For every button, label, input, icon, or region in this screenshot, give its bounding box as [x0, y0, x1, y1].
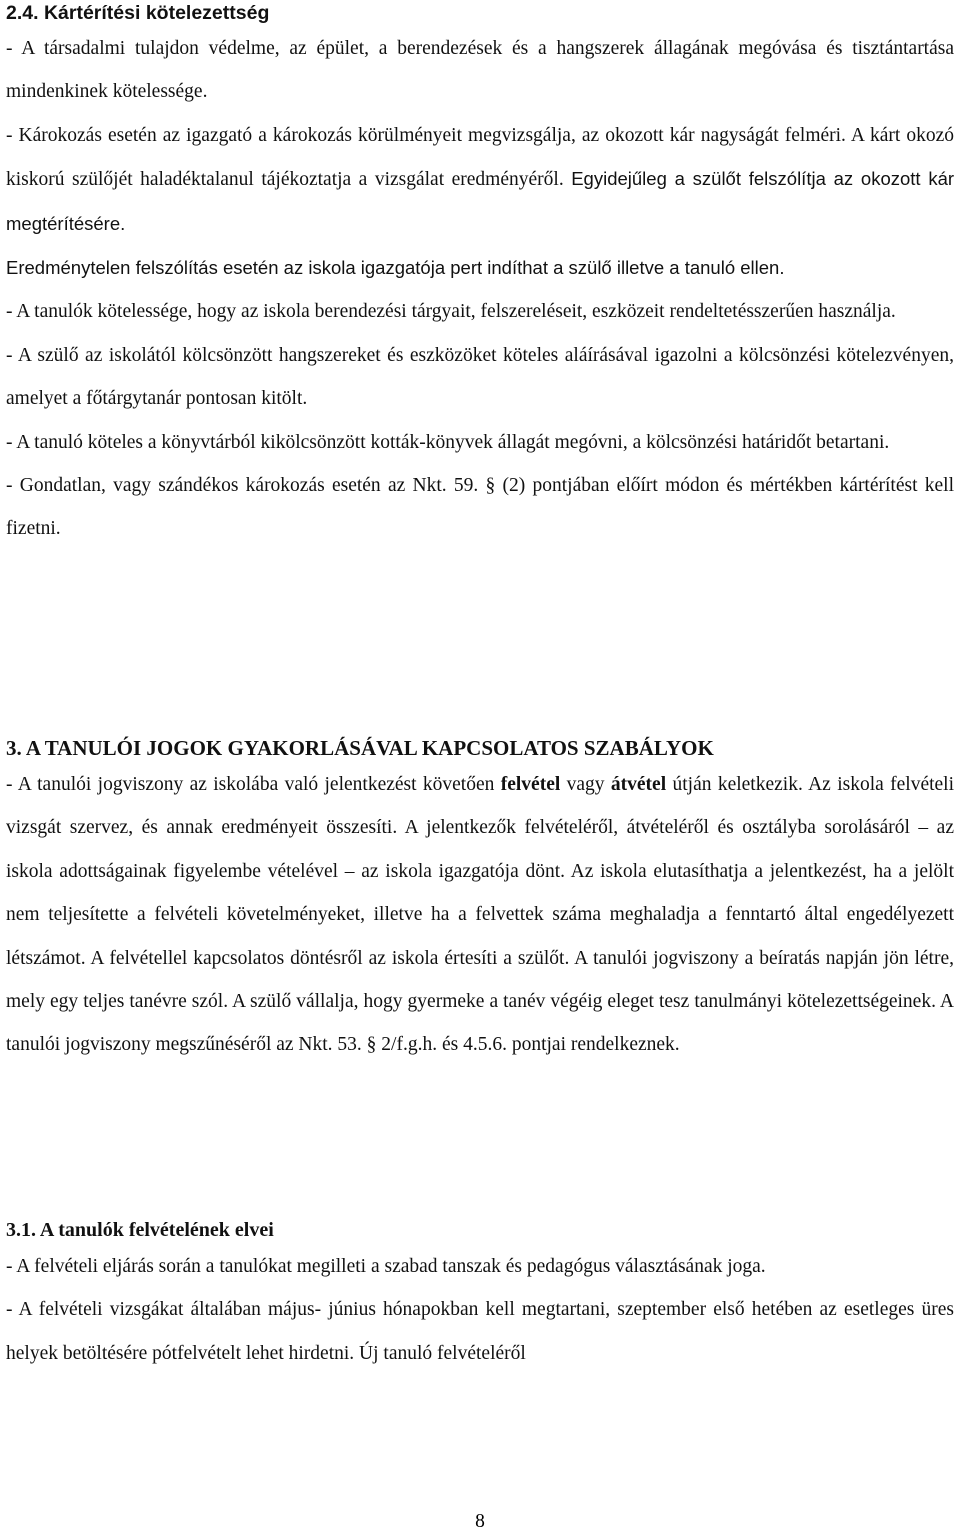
paragraph-text: vagy — [560, 774, 611, 795]
paragraph: - A szülő az iskolától kölcsönzött hangszereket és eszközöket köteles aláírásával igazolni a kölcsönzési kötelezvényen, amelyet a főtárgytanár pontosan kitölt. — [6, 344, 954, 410]
paragraph: - Gondatlan, vagy szándékos károkozás esetén az Nkt. 59. § (2) pontjában előírt módon és mértékben kártérítést kell fizetni. — [6, 475, 954, 540]
page-number: 8 — [475, 1511, 485, 1532]
section-heading: 3.1. A tanulók felvételének elvei — [6, 1219, 274, 1241]
paragraph: - A felvételi vizsgákat általában május- június hónapokban kell megtartani, szeptember első hetében az esetleges üres helyek betöltésére pótfelvételt lehet hirdetni. Új tanuló felvételéről — [6, 1299, 954, 1364]
paragraph-text: - Károkozás esetén az igazgató a károkozás körülményeit megvizsgálja, az okozott kár nagyságát felméri. A kárt okozó kiskorú szülőjét haladéktalanul tájékoztatja a vizsgálat eredményéről. — [6, 124, 954, 191]
paragraph: - A felvételi eljárás során a tanulókat megilleti a szabad tanszak és pedagógus választásának joga. — [6, 1256, 766, 1277]
bold-term: átvétel — [610, 774, 667, 795]
paragraph-text: - A tanulói jogviszony az iskolába való jelentkezést követően — [6, 774, 501, 795]
section-3 — [6, 733, 954, 1067]
section-2-4 — [6, 0, 954, 551]
paragraph — [6, 763, 954, 1067]
paragraph-text: Egyidejűleg a szülőt felszólítja az okozott kár megtérítésére. — [6, 168, 955, 234]
paragraph: - A tanuló köteles a könyvtárból kikölcsönzött kották-könyvek állagát megóvni, a kölcsönzési határidőt betartani. — [6, 431, 890, 453]
paragraph: - A társadalmi tulajdon védelme, az épület, a berendezések és a hangszerek állagának megóvása és tisztántartása mindenkinek kötelessége. — [6, 38, 954, 103]
bold-term: felvétel — [500, 774, 561, 795]
paragraph-text: útján keletkezik. Az iskola felvételi vizsgát szervez, és annak eredményeit összesíti. A jelentkezők felvételéről, átvételéről és osztályba sorolásáról – az iskola adottságainak figyelembe vételével – az iskola igazgatója dönt. Az iskola elutasíthatja a jelentkezést, ha a jelölt nem teljesítette a felvételi követelményeket, illetve ha a felvettek száma meghaladja a fenntartó által engedélyezett létszámot. A felvétellel kapcsolatos döntésről az iskola értesíti a szülőt. A tanulói jogviszony a beíratás napján jön létre, mely egy teljes tanévre szól. A szülő vállalja, hogy gyermeke a tanév végéig eleget tesz tanulmányi kötelezettségeinek. A tanulói jogviszony megszűnéséről az Nkt. 53. § 2/f.g.h. és 4.5.6. pontjai rendelkeznek. — [6, 774, 955, 1056]
section-3-1 — [6, 1215, 954, 1375]
section-heading: 3. A TANULÓI JOGOK GYAKORLÁSÁVAL KAPCSOLATOS SZABÁLYOK — [6, 736, 714, 760]
paragraph — [6, 114, 954, 291]
section-heading: 2.4. Kártérítési kötelezettség — [6, 2, 270, 24]
paragraph-text: Eredménytelen felszólítás esetén az iskola igazgatója pert indíthat a szülő illetve a tanuló ellen. — [6, 257, 785, 279]
document-page — [6, 0, 954, 1537]
paragraph: - A tanulók kötelessége, hogy az iskola berendezési tárgyait, felszereléseit, eszközeit rendeltetésszerűen használja. — [6, 301, 896, 323]
